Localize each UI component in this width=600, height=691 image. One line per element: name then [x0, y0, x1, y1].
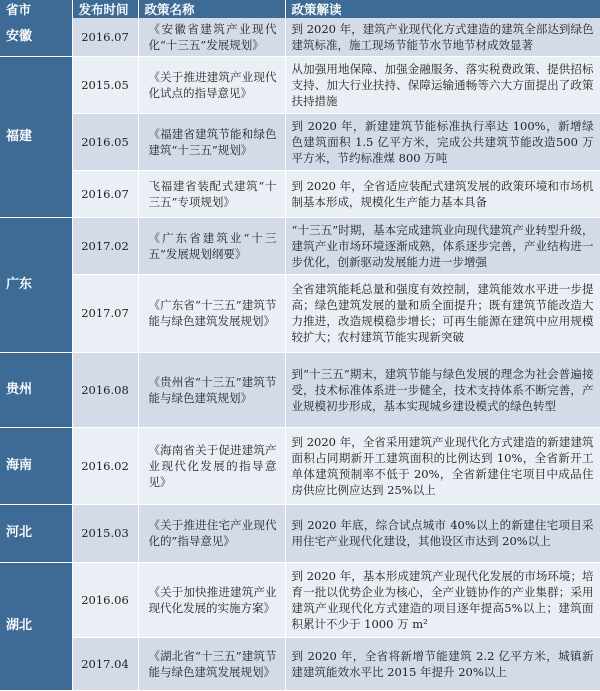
policy-name-cell: 《关于推进住宅产业现代化的”指导意见》: [138, 504, 285, 562]
table-row: [0, 352, 600, 427]
policy-name-cell: 《关于推进建筑产业现代化试点的指导意见》: [138, 56, 285, 113]
date-cell: 2016.05: [72, 113, 138, 170]
policy-name-cell: 《广东省“十三五”建筑节能与绿色建筑发展规划》: [138, 274, 285, 352]
header-date: 发布时间: [72, 0, 138, 18]
table-row: [0, 562, 600, 637]
date-cell: 2015.05: [72, 56, 138, 113]
table-row: [0, 113, 600, 170]
table-row: [0, 274, 600, 352]
policy-name-cell: 《福建省建筑节能和绿色建筑“十三五”规划》: [138, 113, 285, 170]
date-cell: 2017.04: [72, 637, 138, 690]
table-header-row: [0, 0, 600, 18]
date-cell: 2016.07: [72, 18, 138, 56]
table-row: [0, 56, 600, 113]
date-cell: 2015.03: [72, 504, 138, 562]
policy-name-cell: 《贵州省“十三五”建筑节能与绿色建筑规划》: [138, 352, 285, 427]
policy-desc-cell: 到 2020 年，基本形成建筑产业现代化发展的市场环境；培育一批以优势企业为核心，全产业链协作的产业集群；采用建筑产业现代化方式建造的项目逐年提高5%以上；建筑面积累计不少于 1000 万 m²: [285, 562, 600, 637]
province-cell: 海南: [0, 427, 72, 504]
date-cell: 2016.06: [72, 562, 138, 637]
header-policy-interpretation: 政策解读: [285, 0, 600, 18]
policy-name-cell: 《湖北省“十三五”建筑节能与绿色建筑发展规划》: [138, 637, 285, 690]
policy-desc-cell: 到 2020 年，全省适应装配式建筑发展的政策环境和市场机制基本形成，规模化生产能力基本具备: [285, 170, 600, 217]
policy-desc-cell: 到 2020 年，全省采用建筑产业现代化方式建造的新建建筑面积占同期新开工建筑面积的比例达到 10%，全省新开工单体建筑预制率不低于 20%，全省新建住宅项目中成品住房供应比例应达到 25%以上: [285, 427, 600, 504]
date-cell: 2016.02: [72, 427, 138, 504]
table-row: [0, 18, 600, 56]
policy-desc-cell: 到“十三五”期末，建筑节能与绿色发展的理念为社会普遍接受，技术标准体系进一步健全，技术支持体系不断完善，产业规模初步形成，基本实现城乡建设模式的绿色转型: [285, 352, 600, 427]
province-cell: 湖北: [0, 562, 72, 690]
header-province: 省市: [0, 0, 72, 18]
policy-desc-cell: “十三五”时期，基本完成建筑业向现代建筑产业转型升级，建筑产业市场环境逐渐成熟，体系逐步完善，产业结构进一步优化，创新驱动发展能力进一步增强: [285, 217, 600, 274]
date-cell: 2016.08: [72, 352, 138, 427]
policy-desc-cell: 全省建筑能耗总量和强度有效控制，建筑能效水平进一步提高；绿色建筑发展的量和质全面提升；既有建筑节能改造大力推进，改造规模稳步增长；可再生能源在建筑中应用规模较扩大；农村建筑节能实现新突破: [285, 274, 600, 352]
table-row: [0, 427, 600, 504]
policy-desc-cell: 到 2020 年，全省将新增节能建筑 2.2 亿平方米，城镇新建建筑能效水平比 2015 年提升 20%以上: [285, 637, 600, 690]
table-row: [0, 637, 600, 690]
header-policy-name: 政策名称: [138, 0, 285, 18]
table-row: [0, 504, 600, 562]
province-cell: 安徽: [0, 18, 72, 56]
date-cell: 2017.02: [72, 217, 138, 274]
policy-desc-cell: 到 2020 年，建筑产业现代化方式建造的建筑全部达到绿色建筑标准，施工现场节能节水节地节材成效显著: [285, 18, 600, 56]
policy-name-cell: 《海南省关于促进建筑产业现代化发展的指导意见》: [138, 427, 285, 504]
province-cell: 广东: [0, 217, 72, 352]
table-row: [0, 170, 600, 217]
table-row: [0, 217, 600, 274]
policy-name-cell: 《广东省建筑业“十三五”发展规划纲要》: [138, 217, 285, 274]
policy-name-cell: 飞福建省装配式建筑“十三五”专项规划》: [138, 170, 285, 217]
policy-desc-cell: 到 2020 年底，综合试点城市 40%以上的新建住宅项目采用住宅产业现代化建设，其他设区市达到 20%以上: [285, 504, 600, 562]
province-cell: 河北: [0, 504, 72, 562]
date-cell: 2017.07: [72, 274, 138, 352]
province-cell: 福建: [0, 56, 72, 217]
policy-name-cell: 《安徽省建筑产业现代化“十三五”发展规划》: [138, 18, 285, 56]
policy-desc-cell: 从加强用地保障、加强金融服务、落实税费政策、提供招标支持、加大行业扶持、保障运输通畅等六大方面提出了政策扶持措施: [285, 56, 600, 113]
policy-desc-cell: 到 2020 年，新建建筑节能标准执行率达 100%，新增绿色建筑面积 1.5 亿平方米，完成公共建筑节能改造500 万平方米，节约标准煤 800 万吨: [285, 113, 600, 170]
date-cell: 2016.07: [72, 170, 138, 217]
policy-name-cell: 《关于加快推进建筑产业现代化发展的实施方案》: [138, 562, 285, 637]
province-cell: 贵州: [0, 352, 72, 427]
